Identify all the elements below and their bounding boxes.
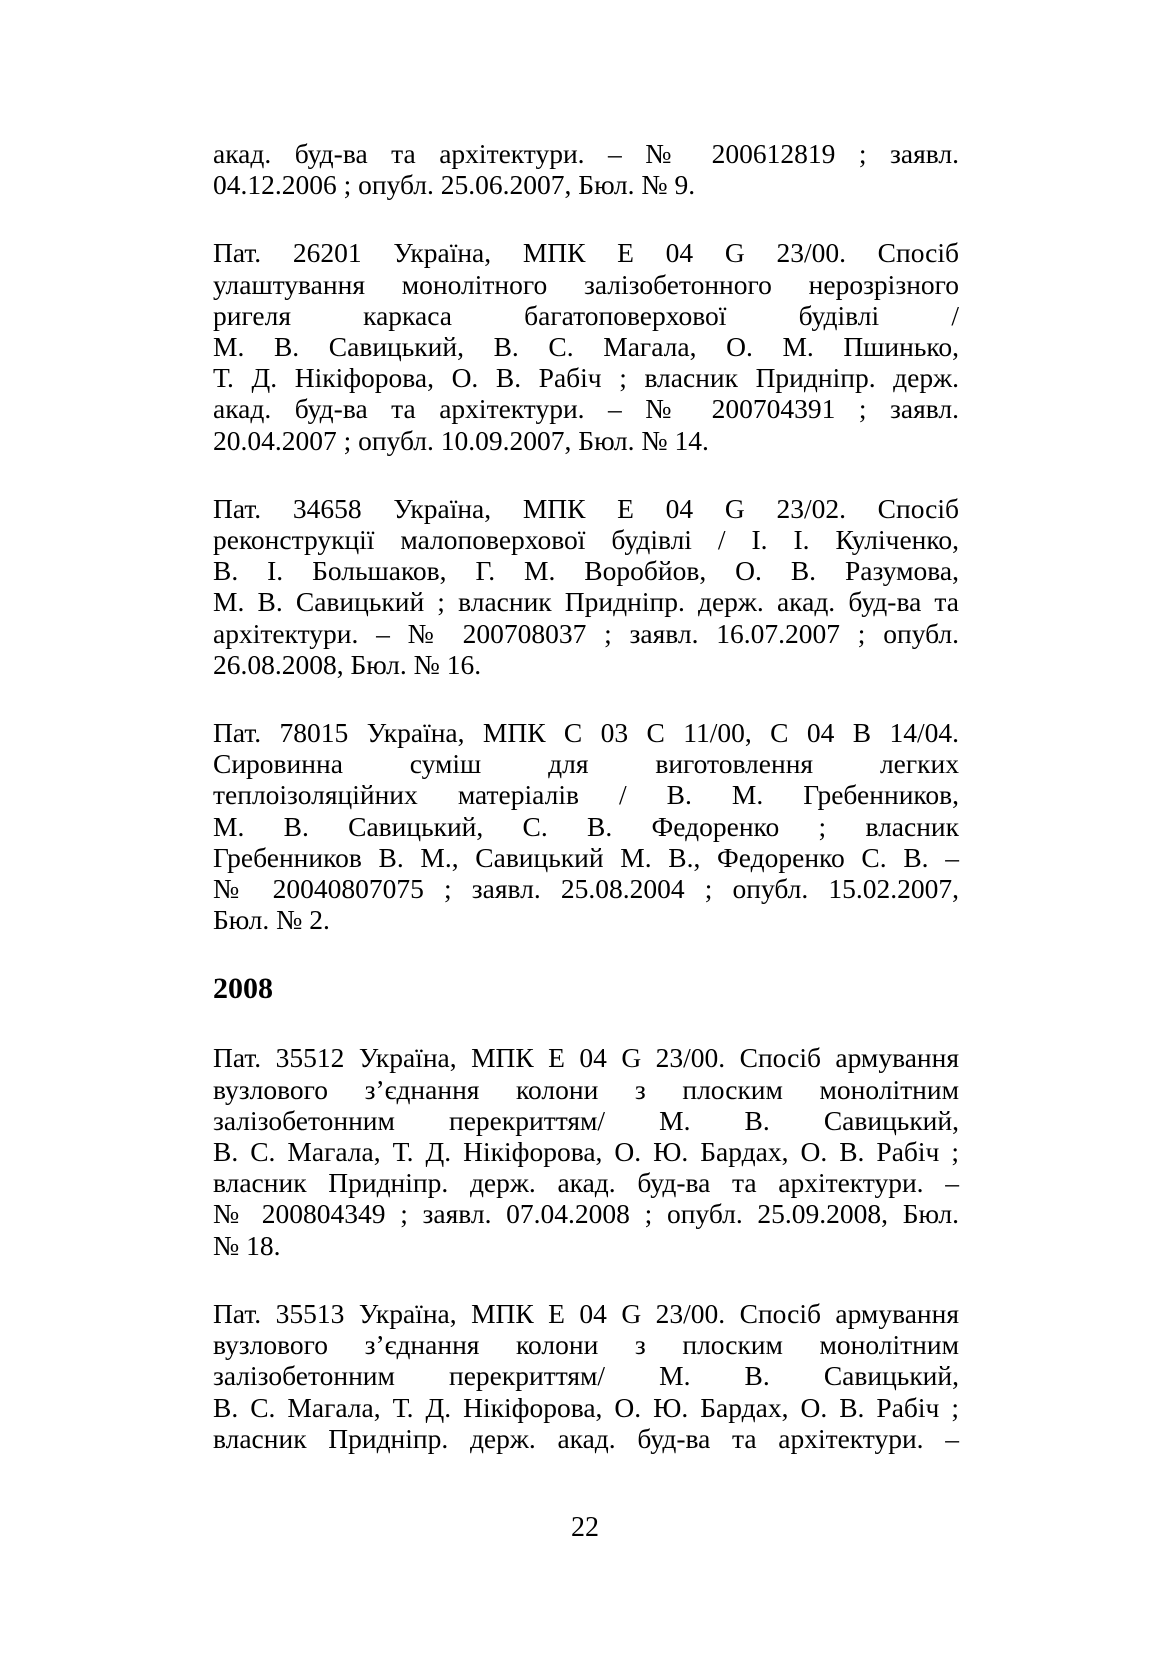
patent-entry: [213, 138, 959, 200]
entry-line: № 200804349 ; заявл. 07.04.2008 ; опубл. 25.09.2008, Бюл.: [213, 1198, 959, 1230]
entry-line: № 18.: [213, 1229, 281, 1261]
entry-line: М. В. Савицький ; власник Придніпр. держ. акад. буд-ва та: [213, 586, 959, 618]
patent-entry: [213, 1042, 959, 1260]
entry-line: залізобетонним перекриттям/ М. В. Савицький,: [213, 1104, 959, 1136]
entry-line: Гребенников В. М., Савицький М. В., Федоренко С. В. –: [213, 841, 959, 873]
entry-line: власник Придніпр. держ. акад. буд-ва та архітектури. –: [213, 1167, 959, 1199]
entry-line: Пат. 35513 Україна, МПК E 04 G 23/00. Спосіб армування: [213, 1297, 959, 1329]
year-heading: 2008: [213, 972, 273, 1006]
entry-line: М. В. Савицький, В. С. Магала, О. М. Пшинько,: [213, 331, 959, 363]
entry-line: ригеля каркаса багатоповерхової будівлі /: [213, 299, 959, 331]
entry-line: теплоізоляційних матеріалів / В. М. Гребенников,: [213, 779, 959, 811]
entry-line: акад. буд-ва та архітектури. – № 200704391 ; заявл.: [213, 393, 959, 425]
entry-line: Сировинна суміш для виготовлення легких: [213, 748, 959, 780]
entry-line: 04.12.2006 ; опубл. 25.06.2007, Бюл. № 9.: [213, 169, 696, 201]
entry-line: Т. Д. Нікіфорова, О. В. Рабіч ; власник Придніпр. держ.: [213, 362, 959, 394]
entry-line: реконструкції малоповерхової будівлі / І. І. Куліченко,: [213, 524, 959, 556]
entry-line: залізобетонним перекриттям/ М. В. Савицький,: [213, 1360, 959, 1392]
entry-line: № 20040807075 ; заявл. 25.08.2004 ; опубл. 15.02.2007,: [213, 873, 959, 905]
patent-entry: [213, 493, 959, 680]
entry-line: улаштування монолітного залізобетонного нерозрізного: [213, 268, 959, 300]
entry-line: акад. буд-ва та архітектури. – № 200612819 ; заявл.: [213, 138, 959, 169]
entry-line: В. С. Магала, Т. Д. Нікіфорова, О. Ю. Бардах, О. В. Рабіч ;: [213, 1136, 959, 1168]
entry-line: Пат. 35512 Україна, МПК E 04 G 23/00. Спосіб армування: [213, 1042, 959, 1074]
page-number: 22: [571, 1512, 599, 1543]
entry-line: 26.08.2008, Бюл. № 16.: [213, 648, 482, 680]
patent-entry: [213, 717, 959, 935]
entry-line: архітектури. – № 200708037 ; заявл. 16.07.2007 ; опубл.: [213, 617, 959, 649]
entry-line: вузлового з’єднання колони з плоским монолітним: [213, 1329, 959, 1361]
entry-line: В. І. Большаков, Г. М. Воробйов, О. В. Разумова,: [213, 555, 959, 587]
entry-line: Пат. 26201 Україна, МПК E 04 G 23/00. Спосіб: [213, 237, 959, 269]
entry-line: власник Придніпр. держ. акад. буд-ва та архітектури. –: [213, 1422, 959, 1454]
patent-entry: [213, 237, 959, 455]
entry-line: 20.04.2007 ; опубл. 10.09.2007, Бюл. № 14.: [213, 424, 709, 456]
entry-line: В. С. Магала, Т. Д. Нікіфорова, О. Ю. Бардах, О. В. Рабіч ;: [213, 1391, 959, 1423]
patent-entry: [213, 1298, 959, 1454]
entry-line: Бюл. № 2.: [213, 904, 330, 936]
entry-line: Пат. 34658 Україна, МПК E 04 G 23/02. Спосіб: [213, 492, 959, 524]
bibliography-column: [213, 138, 959, 1491]
entry-line: Пат. 78015 Україна, МПК C 03 C 11/00, C 04 B 14/04.: [213, 717, 959, 749]
entries-before-group: [213, 138, 959, 935]
entry-line: вузлового з’єднання колони з плоским монолітним: [213, 1073, 959, 1105]
entry-line: М. В. Савицький, С. В. Федоренко ; власник: [213, 810, 959, 842]
entries-after-group: [213, 1042, 959, 1453]
